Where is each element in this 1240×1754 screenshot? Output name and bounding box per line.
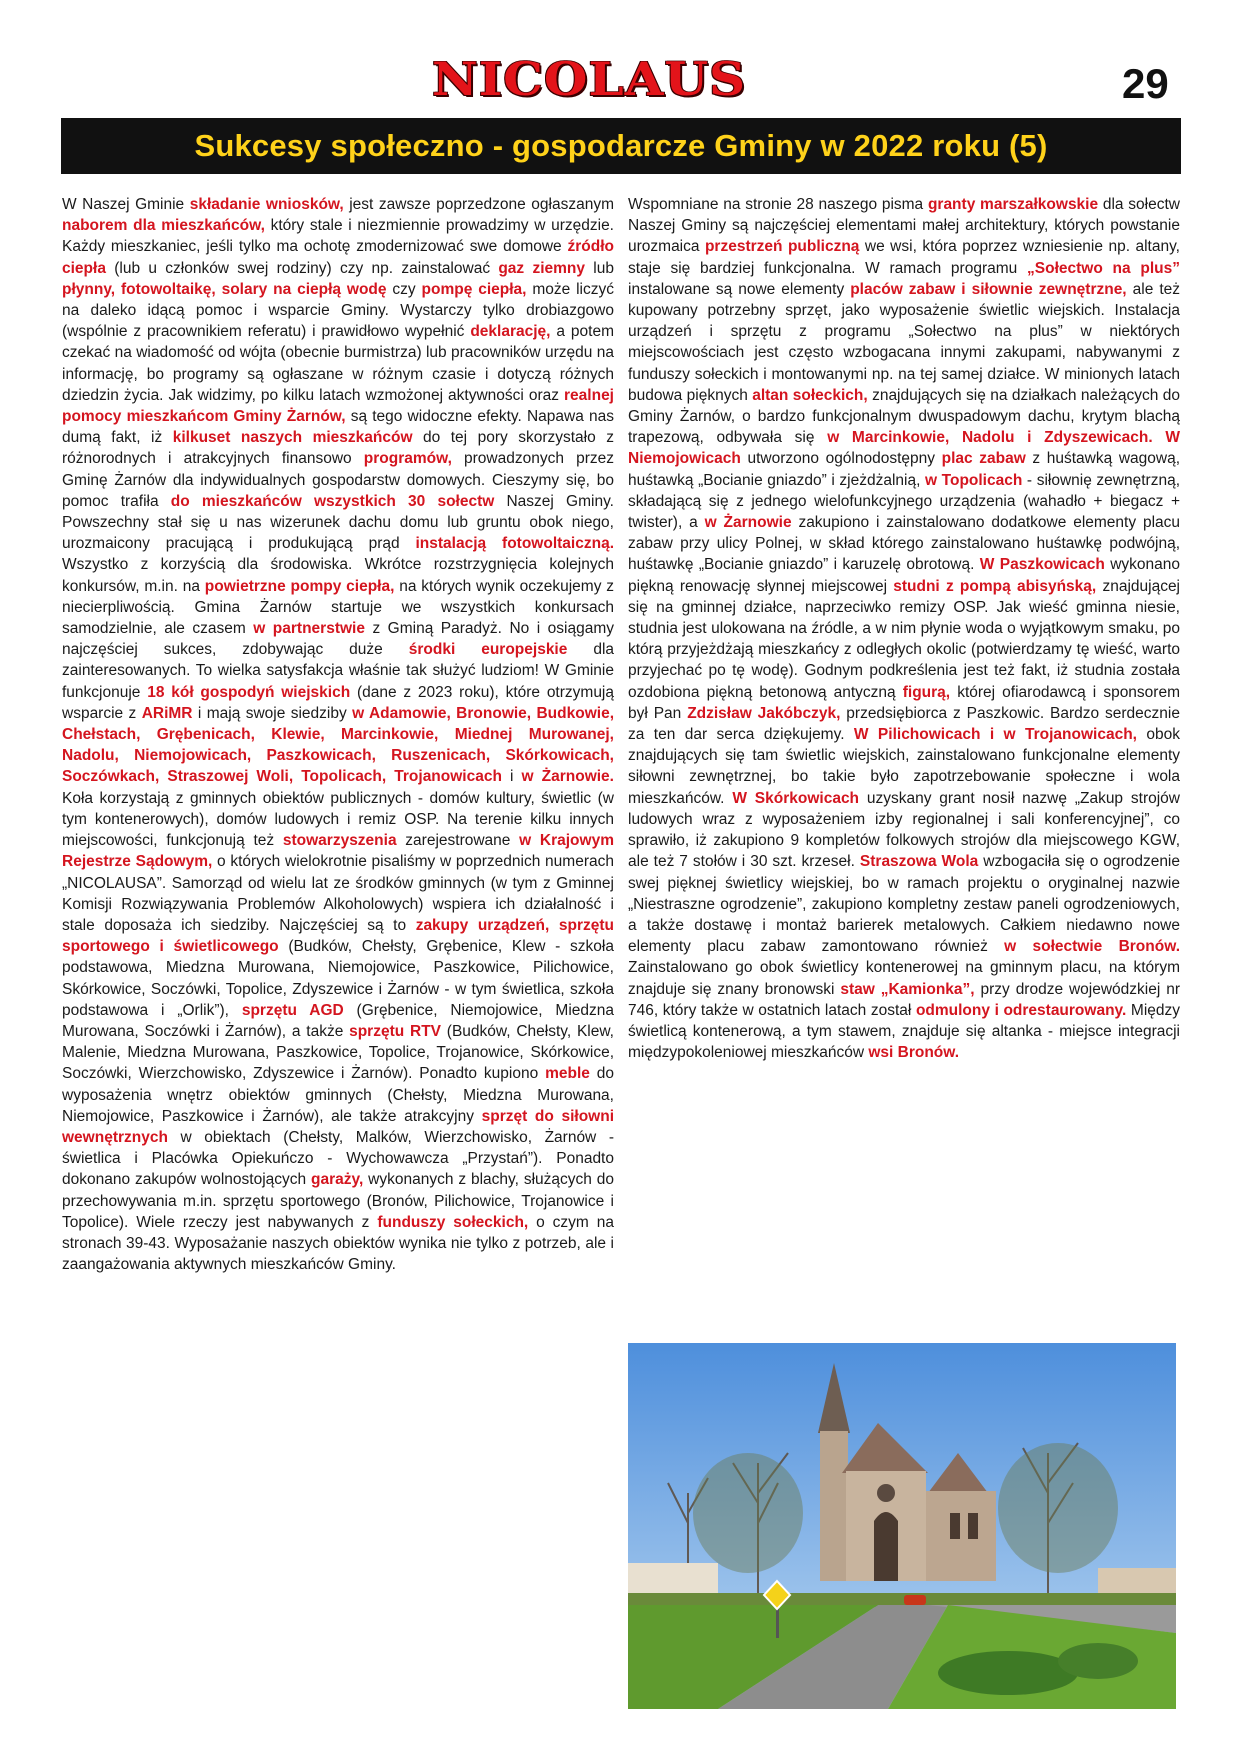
highlighted-phrase: placów zabaw i siłownie zewnętrzne,: [850, 280, 1127, 298]
highlighted-phrase: wsi Bronów.: [868, 1044, 960, 1062]
highlighted-phrase: W Paszkowicach: [979, 556, 1105, 574]
highlighted-phrase: składanie wniosków,: [189, 196, 344, 213]
highlighted-phrase: sprzętu RTV: [349, 1022, 441, 1040]
highlighted-phrase: figurą,: [902, 683, 951, 701]
highlighted-phrase: deklarację,: [470, 323, 551, 341]
highlighted-phrase: sprzęt do siłowni wewnętrznych: [62, 1107, 615, 1146]
highlighted-phrase: w Topolicach: [925, 471, 1023, 489]
article-column-right: [628, 194, 1180, 1324]
highlighted-phrase: meble: [545, 1065, 590, 1083]
article-text-left: W Naszej Gminie składanie wniosków, jest zawsze poprzedzone ogłaszanym naborem dla mieszkańców, który stale i niezmiennie prowadzimy w urzędzie. Każdy mieszkaniec, jeśli tylko ma ochotę zmodernizować swe domowe źródło ciepła (lub u członków swej rodziny) czy np. zainstalować gaz ziemny lub płynny, fotowoltaikę, solary na ciepłą wodę czy pompę ciepła, może liczyć na daleko idącą pomoc i wsparcie Gminy. Wystarczy tylko drobiazgowo (wspólnie z pracownikiem referatu) i prawidłowo wypełnić deklarację, a potem czekać na wiadomość od wójta (obecnie burmistrza) lub pracowników urzędu na informację, bo programy są ogłaszane w różnym czasie i dotyczą różnych dziedzin życia. Jak widzimy, po kilku latach wzmożonej aktywności oraz realnej pomocy mieszkańcom Gminy Żarnów, są tego widoczne efekty. Napawa nas dumą fakt, iż kilkuset naszych mieszkańców do tej pory skorzystało z różnorodnych i atrakcyjnych finansowo programów, prowadzonych przez Gminę Żarnów dla indywidualnych gospodarstw domowych. Cieszymy się, bo pomoc trafiła do mieszkańców wszystkich 30 sołectw Naszej Gminy. Powszechny stał się u nas wizerunek dachu domu lub gruntu obok niego, urozmaicony pracującą i produkującą prąd instalacją fotowoltaiczną. Wszystko z korzyścią dla środowiska. Wkrótce rozstrzygnięcia kolejnych konkursów, m.in. na powietrzne pompy ciepła, na których wynik oczekujemy z niecierpliwością. Gmina Żarnów startuje we wszystkich konkursach samodzielnie, ale czasem w partnerstwie z Gminą Paradyż. No i osiągamy najczęściej sukces, zdobywając duże środki europejskie dla zainteresowanych. To wielka satysfakcja właśnie tak służyć ludziom! W Gminie funkcjonuje 18 kół gospodyń wiejskich (dane z 2023 roku), które otrzymują wsparcie z ARiMR i mają swoje siedziby w Adamowie, Bronowie, Budkowie, Chełstach, Grębenicach, Klewie, Marcinkowie, Miednej Murowanej, Nadolu, Niemojowicach, Paszkowicach, Ruszenicach, Skórkowicach, Soczówkach, Straszowej Woli, Topolicach, Trojanowicach i w Żarnowie. Koła korzystają z gminnych obiektów publicznych - domów kultury, świetlic (w tym kontenerowych), domów ludowych i remiz OSP. Na terenie kilku innych miejscowości, funkcjonują też stowarzyszenia zarejestrowane w Krajowym Rejestrze Sądowym, o których wielokrotnie pisaliśmy w poprzednich numerach „NICOLAUSA”. Samorząd od wielu lat ze środków gminnych (w tym z Gminnej Komisji Rozwiązywania Problemów Alkoholowych) wspiera ich działalność i stale doposaża ich siedziby. Najczęściej są to zakupy urządzeń, sprzętu sportowego i świetlicowego (Budków, Chełsty, Grębenice, Klew - szkoła podstawowa, Miedzna Murowana, Niemojowice, Paszkowice, Pilichowice, Skórkowice, Soczówki, Topolice, Zdyszewice i Żarnów - w tym świetlica, szkoła podstawowa i „Orlik”), sprzętu AGD (Grębenice, Niemojowice, Miedzna Murowana, Soczówki i Żarnów), a także sprzętu RTV (Budków, Chełsty, Klew, Malenie, Miedzna Murowana, Paszkowice, Topolice, Trojanowice, Skórkowice, Soczówki, Wierzchowisko, Zdyszewice i Żarnów). Ponadto kupiono meble do wyposażenia wnętrz obiektów gminnych (Chełsty, Miedzna Murowana, Niemojowice, Paszkowice i Żarnów), ale także atrakcyjny sprzęt do siłowni wewnętrznych w obiektach (Chełsty, Malków, Wierzchowisko, Żarnów - świetlica i Placówka Opiekuńczo - Wychowawcza „Przystań”). Ponadto dokonano zakupów wolnostojących garaży, wykonanych z blachy, służących do przechowywania m.in. sprzętu sportowego (Bronów, Pilichowice, Trojanowice i Topolice). Wiele rzeczy jest nabywanych z funduszy sołeckich, o czym na stronach 39-43. Wyposażanie naszych obiektów wynika nie tylko z potrzeb, ale i zaangażowania aktywnych mieszkańców Gminy.: [62, 196, 615, 1274]
highlighted-phrase: W Skórkowicach: [732, 789, 860, 807]
magazine-logo: NICOLAUS: [432, 52, 747, 107]
highlighted-phrase: programów,: [363, 450, 452, 468]
highlighted-phrase: Zdzisław Jakóbczyk,: [687, 704, 841, 722]
highlighted-phrase: stowarzyszenia: [282, 832, 397, 850]
highlighted-phrase: w Krajowym Rejestrze Sądowym,: [62, 832, 614, 871]
highlighted-phrase: funduszy sołeckich,: [377, 1213, 529, 1231]
highlighted-phrase: w Żarnowie: [704, 514, 792, 532]
highlighted-phrase: powietrzne pompy ciepła,: [204, 577, 395, 595]
highlighted-phrase: w Marcinkowie, Nadolu i Zdyszewicach. W Niemojowicach: [628, 429, 1181, 468]
highlighted-phrase: Straszowa Wola: [859, 853, 979, 871]
highlighted-phrase: odmulony i odrestaurowany.: [915, 1001, 1127, 1019]
highlighted-phrase: studni z pompą abisyńską,: [893, 577, 1097, 595]
highlighted-phrase: pompę ciepła,: [421, 280, 527, 298]
highlighted-phrase: „Sołectwo na plus”: [1027, 259, 1180, 277]
masthead: [0, 52, 1240, 112]
highlighted-phrase: przestrzeń publiczną: [704, 238, 860, 256]
highlighted-phrase: naborem dla mieszkańców,: [62, 217, 265, 235]
highlighted-phrase: w Żarnowie.: [521, 768, 614, 786]
highlighted-phrase: granty marszałkowskie: [927, 196, 1099, 213]
highlighted-phrase: realnej pomocy mieszkańcom Gminy Żarnów,: [62, 386, 614, 426]
highlighted-phrase: plac zabaw: [941, 450, 1026, 468]
highlighted-phrase: w Adamowie, Bronowie, Budkowie, Chełstach, Grębenicach, Klewie, Marcinkowie, Miednej Murowanej, Nadolu, Niemojowicach, Paszkowicach, Ruszenicach, Skórkowicach, Soczówkach, Straszowej Woli, Topolicach, Trojanowicach: [62, 704, 614, 786]
article-title-bar: [61, 118, 1181, 174]
highlighted-phrase: źródło ciepła: [62, 238, 614, 277]
highlighted-phrase: kilkuset naszych mieszkańców: [172, 429, 413, 447]
highlighted-phrase: garaży,: [311, 1171, 364, 1189]
highlighted-phrase: instalacją fotowoltaiczną.: [415, 535, 614, 553]
article-text-right: Wspomniane na stronie 28 naszego pisma granty marszałkowskie dla sołectw Naszej Gminy są najczęściej elementami małej architektury, których powstanie urozmaica przestrzeń publiczną we wsi, która poprzez wzniesienie np. altany, staje się bardziej funkcjonalna. W ramach programu „Sołectwo na plus” instalowane są nowe elementy placów zabaw i siłownie zewnętrzne, ale też kupowany potrzebny sprzęt, jako wyposażenie świetlic wiejskich. Instalacja urządzeń i sprzętu z programu „Sołectwo na plus” w niektórych miejscowościach jest często wzbogacana innymi zakupami, nabywanymi z funduszy sołeckich i montowanymi np. na tej samej działce. W minionych latach budowa pięknych altan sołeckich, znajdujących się na działkach należących do Gminy Żarnów, o bardzo funkcjonalnym dwuspadowym dachu, krytym blachą trapezową, odbywała się w Marcinkowie, Nadolu i Zdyszewicach. W Niemojowicach utworzono ogólnodostępny plac zabaw z huśtawką wagową, huśtawką „Bocianie gniazdo” i zjeżdżalnią, w Topolicach - siłownię zewnętrzną, składającą się z jednego wielofunkcyjnego urządzenia (wahadło + biegacz + twister), a w Żarnowie zakupiono i zainstalowano dodatkowe elementy placu zabaw przy ulicy Polnej, w skład którego zainstalowano huśtawkę podwójną, huśtawkę „Bocianie gniazdo” i karuzelę obrotową. W Paszkowicach wykonano piękną renowację słynnej miejscowej studni z pompą abisyńską, znajdującej się na gminnej działce, naprzeciwko remizy OSP. Jak wieść gminna niesie, studnia jest ulokowana na źródle, a w nim płynie woda o wyjątkowym smaku, po którą przyjeżdżają mieszkańcy z odległych okolic (potwierdzamy tę wieść, warto przyjechać po tę wodę). Godnym podkreślenia jest też fakt, iż studnia została ozdobiona piękną betonową antyczną figurą, której ofiarodawcą i sponsorem był Pan Zdzisław Jakóbczyk, przedsiębiorca z Paszkowic. Bardzo serdecznie za ten dar serca dziękujemy. W Pilichowicach i w Trojanowicach, obok znajdujących się tam świetlic wiejskich, zainstalowano funkcjonalne elementy siłowni zewnętrznej, bo takie było zapotrzebowanie społeczne i wola mieszkańców. W Skórkowicach uzyskany grant nosił nazwę „Zakup strojów ludowych wraz z wyposażeniem izby regionalnej i sali konferencyjnej”, co sprawiło, iż zakupiono 9 kompletów folkowych strojów dla miejscowego KGW, ale też 7 stołów i 30 szt. krzeseł. Straszowa Wola wzbogaciła się o ogrodzenie swej pięknej świetlicy wiejskiej, bo w ramach projektu o oryginalnej nazwie „Niestraszne ogrodzenie”, zakupiono kompletny zestaw paneli ogrodzeniowych, a także dostawę i montaż barierek metalowych. Całkiem niedawno nowe elementy placu zabaw zamontowano również w sołectwie Bronów. Zainstalowano go obok świetlicy kontenerowej na gminnym placu, na którym znajduje się znany bronowski staw „Kamionka”, przy drodze wojewódzkiej nr 746, który także w ostatnich latach został odmulony i odrestaurowany. Między świetlicą kontenerową, a tym stawem, znajduje się altanka - miejsce integracji międzypokoleniowej mieszkańców wsi Bronów.: [628, 196, 1181, 1062]
highlighted-phrase: gaz ziemny: [498, 259, 586, 277]
highlighted-phrase: zakupy urządzeń, sprzętu sportowego i świetlicowego: [62, 916, 614, 956]
highlighted-phrase: do mieszkańców wszystkich 30 sołectw: [170, 492, 495, 510]
page-number: 29: [1122, 60, 1169, 107]
highlighted-phrase: sprzętu AGD: [241, 1001, 344, 1019]
highlighted-phrase: altan sołeckich,: [752, 386, 868, 404]
highlighted-phrase: W Pilichowicach i w Trojanowicach,: [853, 726, 1137, 744]
church-photo: [628, 1343, 1176, 1709]
highlighted-phrase: staw „Kamionka”,: [840, 980, 975, 998]
highlighted-phrase: w partnerstwie: [253, 620, 365, 638]
highlighted-phrase: płynny, fotowoltaikę, solary na ciepłą wodę: [62, 280, 387, 298]
article-column-left: [62, 194, 614, 1704]
church-photo-illustration: [628, 1343, 1176, 1709]
highlighted-phrase: 18 kół gospodyń wiejskich: [147, 683, 351, 701]
highlighted-phrase: ARiMR: [141, 704, 193, 722]
highlighted-phrase: w sołectwie Bronów.: [1004, 938, 1181, 956]
article-title: Sukcesy społeczno - gospodarcze Gminy w 2022 roku (5): [194, 128, 1048, 163]
highlighted-phrase: środki europejskie: [408, 641, 568, 659]
